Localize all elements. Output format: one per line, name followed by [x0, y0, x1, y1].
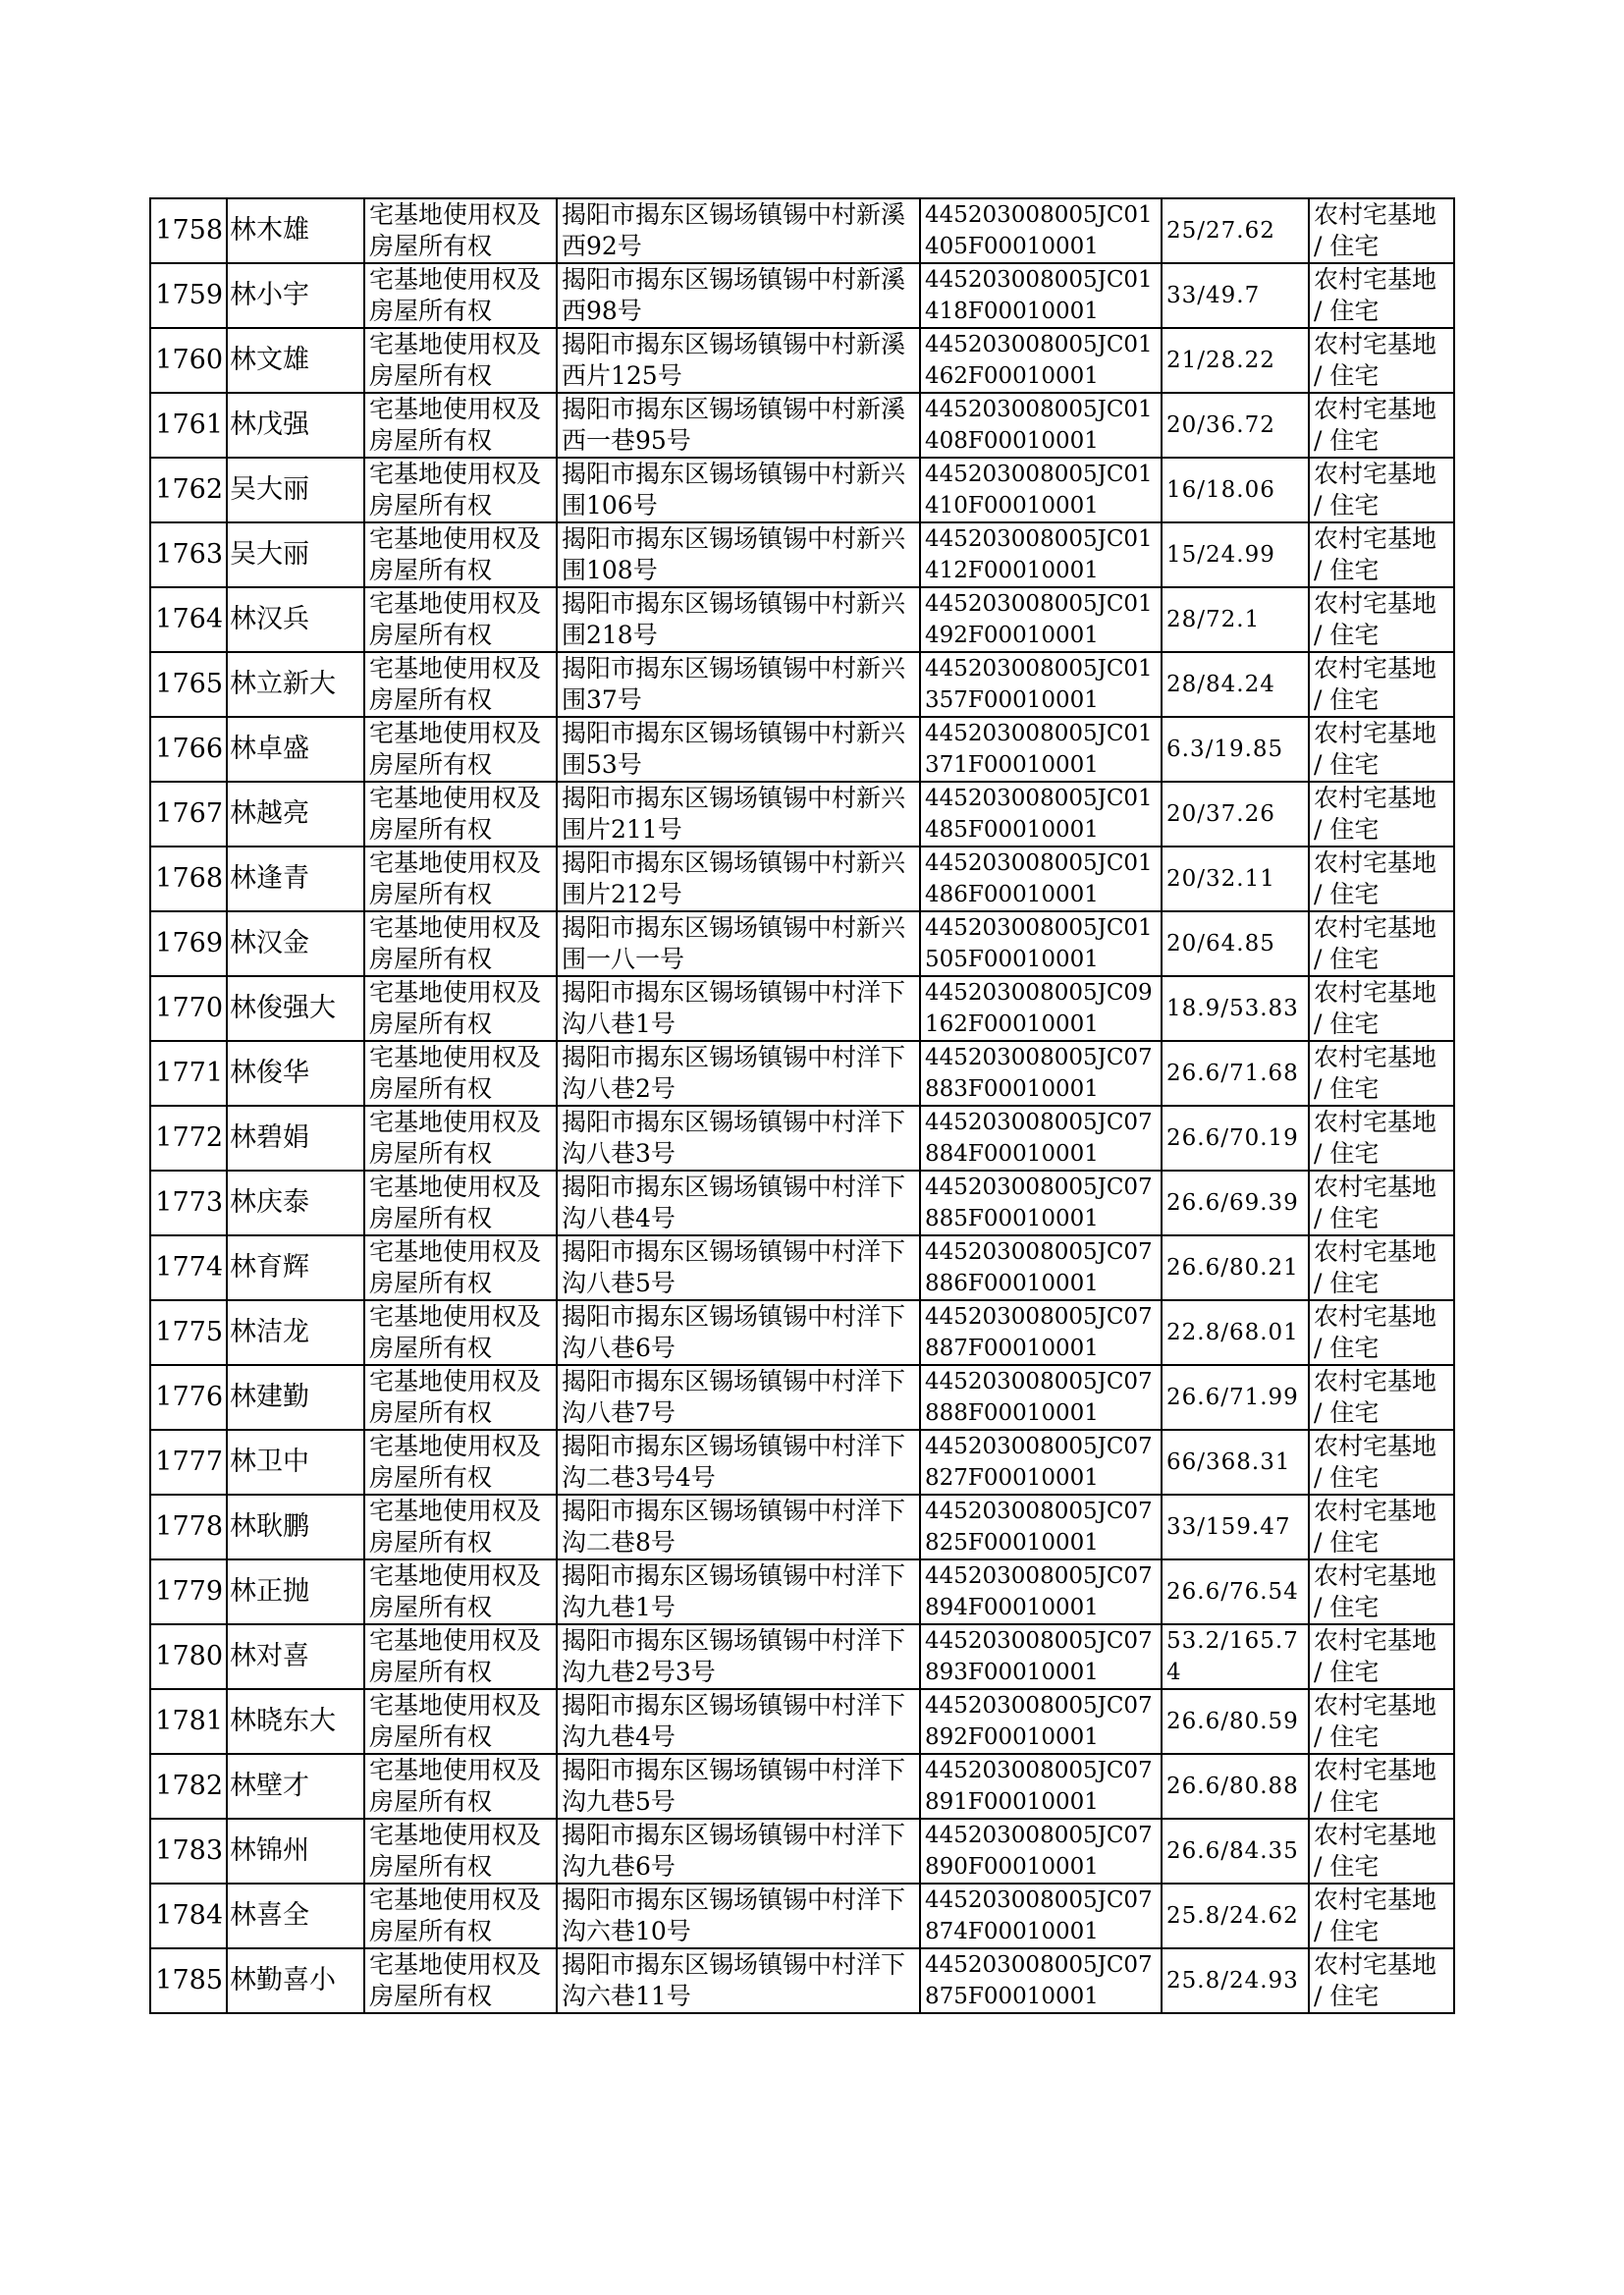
unit-code-cell: 445203008005JC01405F00010001 [920, 198, 1162, 263]
record-number-cell: 1764 [150, 587, 227, 652]
unit-code-cell: 445203008005JC01462F00010001 [920, 328, 1162, 393]
unit-code-cell: 445203008005JC01408F00010001 [920, 393, 1162, 458]
unit-code-cell: 445203008005JC07825F00010001 [920, 1495, 1162, 1559]
right-type-cell: 宅基地使用权及房屋所有权 [364, 976, 557, 1041]
land-use-cell: 农村宅基地 / 住宅 [1309, 1948, 1454, 2013]
land-use-cell: 农村宅基地 / 住宅 [1309, 1171, 1454, 1235]
address-cell: 揭阳市揭东区锡场镇锡中村新兴围53号 [557, 717, 920, 782]
record-number-cell: 1770 [150, 976, 227, 1041]
land-use-cell: 农村宅基地 / 住宅 [1309, 522, 1454, 587]
land-use-cell: 农村宅基地 / 住宅 [1309, 1041, 1454, 1106]
right-type-cell: 宅基地使用权及房屋所有权 [364, 587, 557, 652]
record-number-cell: 1785 [150, 1948, 227, 2013]
area-cell: 26.6/84.35 [1162, 1819, 1309, 1884]
unit-code-cell: 445203008005JC07887F00010001 [920, 1300, 1162, 1365]
table-row [150, 1754, 1454, 1819]
record-number-cell: 1762 [150, 458, 227, 522]
record-number-cell: 1765 [150, 652, 227, 717]
area-cell: 33/49.7 [1162, 263, 1309, 328]
unit-code-cell: 445203008005JC07892F00010001 [920, 1689, 1162, 1754]
address-cell: 揭阳市揭东区锡场镇锡中村新溪西片125号 [557, 328, 920, 393]
record-number-cell: 1783 [150, 1819, 227, 1884]
owner-name-cell: 林汉兵 [227, 587, 364, 652]
area-cell: 25.8/24.62 [1162, 1884, 1309, 1948]
unit-code-cell: 445203008005JC07886F00010001 [920, 1235, 1162, 1300]
right-type-cell: 宅基地使用权及房屋所有权 [364, 1948, 557, 2013]
record-number-cell: 1760 [150, 328, 227, 393]
right-type-cell: 宅基地使用权及房屋所有权 [364, 263, 557, 328]
address-cell: 揭阳市揭东区锡场镇锡中村新兴围片212号 [557, 847, 920, 911]
owner-name-cell: 林对喜 [227, 1624, 364, 1689]
right-type-cell: 宅基地使用权及房屋所有权 [364, 393, 557, 458]
area-cell: 26.6/80.88 [1162, 1754, 1309, 1819]
record-number-cell: 1782 [150, 1754, 227, 1819]
unit-code-cell: 445203008005JC01418F00010001 [920, 263, 1162, 328]
address-cell: 揭阳市揭东区锡场镇锡中村新兴围37号 [557, 652, 920, 717]
area-cell: 16/18.06 [1162, 458, 1309, 522]
right-type-cell: 宅基地使用权及房屋所有权 [364, 522, 557, 587]
table-row [150, 1365, 1454, 1430]
table-row [150, 911, 1454, 976]
land-use-cell: 农村宅基地 / 住宅 [1309, 1624, 1454, 1689]
area-cell: 33/159.47 [1162, 1495, 1309, 1559]
table-row [150, 1235, 1454, 1300]
right-type-cell: 宅基地使用权及房屋所有权 [364, 911, 557, 976]
land-use-cell: 农村宅基地 / 住宅 [1309, 1106, 1454, 1171]
land-use-cell: 农村宅基地 / 住宅 [1309, 263, 1454, 328]
address-cell: 揭阳市揭东区锡场镇锡中村洋下沟九巷6号 [557, 1819, 920, 1884]
right-type-cell: 宅基地使用权及房屋所有权 [364, 717, 557, 782]
right-type-cell: 宅基地使用权及房屋所有权 [364, 1106, 557, 1171]
unit-code-cell: 445203008005JC07883F00010001 [920, 1041, 1162, 1106]
address-cell: 揭阳市揭东区锡场镇锡中村洋下沟九巷1号 [557, 1559, 920, 1624]
owner-name-cell: 林建勤 [227, 1365, 364, 1430]
right-type-cell: 宅基地使用权及房屋所有权 [364, 1495, 557, 1559]
right-type-cell: 宅基地使用权及房屋所有权 [364, 1624, 557, 1689]
right-type-cell: 宅基地使用权及房屋所有权 [364, 1235, 557, 1300]
unit-code-cell: 445203008005JC01357F00010001 [920, 652, 1162, 717]
area-cell: 25.8/24.93 [1162, 1948, 1309, 2013]
unit-code-cell: 445203008005JC07884F00010001 [920, 1106, 1162, 1171]
address-cell: 揭阳市揭东区锡场镇锡中村洋下沟二巷8号 [557, 1495, 920, 1559]
address-cell: 揭阳市揭东区锡场镇锡中村新溪西92号 [557, 198, 920, 263]
owner-name-cell: 林洁龙 [227, 1300, 364, 1365]
unit-code-cell: 445203008005JC07891F00010001 [920, 1754, 1162, 1819]
address-cell: 揭阳市揭东区锡场镇锡中村洋下沟九巷4号 [557, 1689, 920, 1754]
owner-name-cell: 林勤喜小 [227, 1948, 364, 2013]
address-cell: 揭阳市揭东区锡场镇锡中村洋下沟八巷2号 [557, 1041, 920, 1106]
owner-name-cell: 林卓盛 [227, 717, 364, 782]
address-cell: 揭阳市揭东区锡场镇锡中村新溪西98号 [557, 263, 920, 328]
unit-code-cell: 445203008005JC07875F00010001 [920, 1948, 1162, 2013]
table-row [150, 1689, 1454, 1754]
area-cell: 21/28.22 [1162, 328, 1309, 393]
area-cell: 20/36.72 [1162, 393, 1309, 458]
table-row [150, 458, 1454, 522]
table-row [150, 1495, 1454, 1559]
unit-code-cell: 445203008005JC07890F00010001 [920, 1819, 1162, 1884]
record-number-cell: 1767 [150, 782, 227, 847]
table-row [150, 328, 1454, 393]
area-cell: 26.6/70.19 [1162, 1106, 1309, 1171]
registry-table-body [150, 198, 1454, 2013]
table-row [150, 522, 1454, 587]
owner-name-cell: 林晓东大 [227, 1689, 364, 1754]
address-cell: 揭阳市揭东区锡场镇锡中村新兴围片211号 [557, 782, 920, 847]
address-cell: 揭阳市揭东区锡场镇锡中村新兴围106号 [557, 458, 920, 522]
land-use-cell: 农村宅基地 / 住宅 [1309, 1300, 1454, 1365]
owner-name-cell: 林碧娟 [227, 1106, 364, 1171]
area-cell: 6.3/19.85 [1162, 717, 1309, 782]
address-cell: 揭阳市揭东区锡场镇锡中村洋下沟九巷5号 [557, 1754, 920, 1819]
owner-name-cell: 林喜全 [227, 1884, 364, 1948]
land-use-cell: 农村宅基地 / 住宅 [1309, 782, 1454, 847]
right-type-cell: 宅基地使用权及房屋所有权 [364, 652, 557, 717]
unit-code-cell: 445203008005JC01486F00010001 [920, 847, 1162, 911]
right-type-cell: 宅基地使用权及房屋所有权 [364, 1430, 557, 1495]
right-type-cell: 宅基地使用权及房屋所有权 [364, 1819, 557, 1884]
table-row [150, 1948, 1454, 2013]
record-number-cell: 1780 [150, 1624, 227, 1689]
address-cell: 揭阳市揭东区锡场镇锡中村洋下沟九巷2号3号 [557, 1624, 920, 1689]
address-cell: 揭阳市揭东区锡场镇锡中村洋下沟八巷6号 [557, 1300, 920, 1365]
address-cell: 揭阳市揭东区锡场镇锡中村洋下沟二巷3号4号 [557, 1430, 920, 1495]
owner-name-cell: 林立新大 [227, 652, 364, 717]
area-cell: 22.8/68.01 [1162, 1300, 1309, 1365]
record-number-cell: 1779 [150, 1559, 227, 1624]
unit-code-cell: 445203008005JC07827F00010001 [920, 1430, 1162, 1495]
area-cell: 26.6/80.21 [1162, 1235, 1309, 1300]
owner-name-cell: 林锦州 [227, 1819, 364, 1884]
owner-name-cell: 林小宇 [227, 263, 364, 328]
record-number-cell: 1773 [150, 1171, 227, 1235]
table-row [150, 717, 1454, 782]
land-use-cell: 农村宅基地 / 住宅 [1309, 1495, 1454, 1559]
land-use-cell: 农村宅基地 / 住宅 [1309, 1689, 1454, 1754]
table-row [150, 393, 1454, 458]
right-type-cell: 宅基地使用权及房屋所有权 [364, 1884, 557, 1948]
right-type-cell: 宅基地使用权及房屋所有权 [364, 847, 557, 911]
area-cell: 66/368.31 [1162, 1430, 1309, 1495]
registry-table [149, 197, 1455, 2014]
address-cell: 揭阳市揭东区锡场镇锡中村洋下沟八巷5号 [557, 1235, 920, 1300]
record-number-cell: 1768 [150, 847, 227, 911]
address-cell: 揭阳市揭东区锡场镇锡中村新兴围218号 [557, 587, 920, 652]
owner-name-cell: 吴大丽 [227, 522, 364, 587]
unit-code-cell: 445203008005JC01492F00010001 [920, 587, 1162, 652]
record-number-cell: 1772 [150, 1106, 227, 1171]
record-number-cell: 1761 [150, 393, 227, 458]
table-row [150, 587, 1454, 652]
address-cell: 揭阳市揭东区锡场镇锡中村洋下沟八巷7号 [557, 1365, 920, 1430]
land-use-cell: 农村宅基地 / 住宅 [1309, 393, 1454, 458]
table-row [150, 1171, 1454, 1235]
record-number-cell: 1775 [150, 1300, 227, 1365]
land-use-cell: 农村宅基地 / 住宅 [1309, 976, 1454, 1041]
address-cell: 揭阳市揭东区锡场镇锡中村洋下沟八巷3号 [557, 1106, 920, 1171]
right-type-cell: 宅基地使用权及房屋所有权 [364, 1041, 557, 1106]
table-row [150, 1430, 1454, 1495]
owner-name-cell: 林越亮 [227, 782, 364, 847]
area-cell: 18.9/53.83 [1162, 976, 1309, 1041]
area-cell: 20/64.85 [1162, 911, 1309, 976]
area-cell: 26.6/71.99 [1162, 1365, 1309, 1430]
table-row [150, 652, 1454, 717]
address-cell: 揭阳市揭东区锡场镇锡中村洋下沟八巷1号 [557, 976, 920, 1041]
right-type-cell: 宅基地使用权及房屋所有权 [364, 328, 557, 393]
table-row [150, 1624, 1454, 1689]
unit-code-cell: 445203008005JC07893F00010001 [920, 1624, 1162, 1689]
land-use-cell: 农村宅基地 / 住宅 [1309, 1235, 1454, 1300]
area-cell: 20/37.26 [1162, 782, 1309, 847]
land-use-cell: 农村宅基地 / 住宅 [1309, 328, 1454, 393]
area-cell: 26.6/76.54 [1162, 1559, 1309, 1624]
owner-name-cell: 林俊强大 [227, 976, 364, 1041]
unit-code-cell: 445203008005JC07885F00010001 [920, 1171, 1162, 1235]
area-cell: 28/72.1 [1162, 587, 1309, 652]
unit-code-cell: 445203008005JC01410F00010001 [920, 458, 1162, 522]
land-use-cell: 农村宅基地 / 住宅 [1309, 1365, 1454, 1430]
table-row [150, 198, 1454, 263]
record-number-cell: 1774 [150, 1235, 227, 1300]
table-row [150, 263, 1454, 328]
record-number-cell: 1784 [150, 1884, 227, 1948]
unit-code-cell: 445203008005JC01485F00010001 [920, 782, 1162, 847]
right-type-cell: 宅基地使用权及房屋所有权 [364, 198, 557, 263]
owner-name-cell: 林卫中 [227, 1430, 364, 1495]
unit-code-cell: 445203008005JC09162F00010001 [920, 976, 1162, 1041]
land-use-cell: 农村宅基地 / 住宅 [1309, 198, 1454, 263]
owner-name-cell: 林汉金 [227, 911, 364, 976]
area-cell: 26.6/80.59 [1162, 1689, 1309, 1754]
record-number-cell: 1776 [150, 1365, 227, 1430]
land-use-cell: 农村宅基地 / 住宅 [1309, 847, 1454, 911]
owner-name-cell: 吴大丽 [227, 458, 364, 522]
right-type-cell: 宅基地使用权及房屋所有权 [364, 1689, 557, 1754]
table-row [150, 1884, 1454, 1948]
owner-name-cell: 林耿鹏 [227, 1495, 364, 1559]
record-number-cell: 1777 [150, 1430, 227, 1495]
record-number-cell: 1766 [150, 717, 227, 782]
land-use-cell: 农村宅基地 / 住宅 [1309, 717, 1454, 782]
record-number-cell: 1771 [150, 1041, 227, 1106]
unit-code-cell: 445203008005JC07894F00010001 [920, 1559, 1162, 1624]
table-row [150, 1041, 1454, 1106]
unit-code-cell: 445203008005JC01412F00010001 [920, 522, 1162, 587]
unit-code-cell: 445203008005JC07888F00010001 [920, 1365, 1162, 1430]
record-number-cell: 1769 [150, 911, 227, 976]
area-cell: 20/32.11 [1162, 847, 1309, 911]
unit-code-cell: 445203008005JC01505F00010001 [920, 911, 1162, 976]
record-number-cell: 1763 [150, 522, 227, 587]
owner-name-cell: 林文雄 [227, 328, 364, 393]
area-cell: 28/84.24 [1162, 652, 1309, 717]
unit-code-cell: 445203008005JC07874F00010001 [920, 1884, 1162, 1948]
table-row [150, 1559, 1454, 1624]
record-number-cell: 1758 [150, 198, 227, 263]
right-type-cell: 宅基地使用权及房屋所有权 [364, 1171, 557, 1235]
land-use-cell: 农村宅基地 / 住宅 [1309, 1884, 1454, 1948]
land-use-cell: 农村宅基地 / 住宅 [1309, 1559, 1454, 1624]
owner-name-cell: 林庆泰 [227, 1171, 364, 1235]
area-cell: 25/27.62 [1162, 198, 1309, 263]
area-cell: 26.6/71.68 [1162, 1041, 1309, 1106]
table-row [150, 976, 1454, 1041]
land-use-cell: 农村宅基地 / 住宅 [1309, 587, 1454, 652]
land-use-cell: 农村宅基地 / 住宅 [1309, 1819, 1454, 1884]
right-type-cell: 宅基地使用权及房屋所有权 [364, 1754, 557, 1819]
unit-code-cell: 445203008005JC01371F00010001 [920, 717, 1162, 782]
record-number-cell: 1759 [150, 263, 227, 328]
owner-name-cell: 林木雄 [227, 198, 364, 263]
right-type-cell: 宅基地使用权及房屋所有权 [364, 782, 557, 847]
record-number-cell: 1781 [150, 1689, 227, 1754]
land-use-cell: 农村宅基地 / 住宅 [1309, 1430, 1454, 1495]
owner-name-cell: 林育辉 [227, 1235, 364, 1300]
address-cell: 揭阳市揭东区锡场镇锡中村洋下沟八巷4号 [557, 1171, 920, 1235]
right-type-cell: 宅基地使用权及房屋所有权 [364, 458, 557, 522]
address-cell: 揭阳市揭东区锡场镇锡中村新兴围一八一号 [557, 911, 920, 976]
table-row [150, 1106, 1454, 1171]
record-number-cell: 1778 [150, 1495, 227, 1559]
address-cell: 揭阳市揭东区锡场镇锡中村新溪西一巷95号 [557, 393, 920, 458]
table-row [150, 1819, 1454, 1884]
area-cell: 53.2/165.74 [1162, 1624, 1309, 1689]
right-type-cell: 宅基地使用权及房屋所有权 [364, 1559, 557, 1624]
owner-name-cell: 林戊强 [227, 393, 364, 458]
area-cell: 15/24.99 [1162, 522, 1309, 587]
table-row [150, 1300, 1454, 1365]
table-row [150, 782, 1454, 847]
land-use-cell: 农村宅基地 / 住宅 [1309, 458, 1454, 522]
owner-name-cell: 林正抛 [227, 1559, 364, 1624]
table-row [150, 847, 1454, 911]
owner-name-cell: 林逢青 [227, 847, 364, 911]
right-type-cell: 宅基地使用权及房屋所有权 [364, 1300, 557, 1365]
land-use-cell: 农村宅基地 / 住宅 [1309, 911, 1454, 976]
address-cell: 揭阳市揭东区锡场镇锡中村洋下沟六巷11号 [557, 1948, 920, 2013]
owner-name-cell: 林俊华 [227, 1041, 364, 1106]
right-type-cell: 宅基地使用权及房屋所有权 [364, 1365, 557, 1430]
address-cell: 揭阳市揭东区锡场镇锡中村洋下沟六巷10号 [557, 1884, 920, 1948]
land-use-cell: 农村宅基地 / 住宅 [1309, 1754, 1454, 1819]
land-use-cell: 农村宅基地 / 住宅 [1309, 652, 1454, 717]
area-cell: 26.6/69.39 [1162, 1171, 1309, 1235]
address-cell: 揭阳市揭东区锡场镇锡中村新兴围108号 [557, 522, 920, 587]
owner-name-cell: 林壁才 [227, 1754, 364, 1819]
